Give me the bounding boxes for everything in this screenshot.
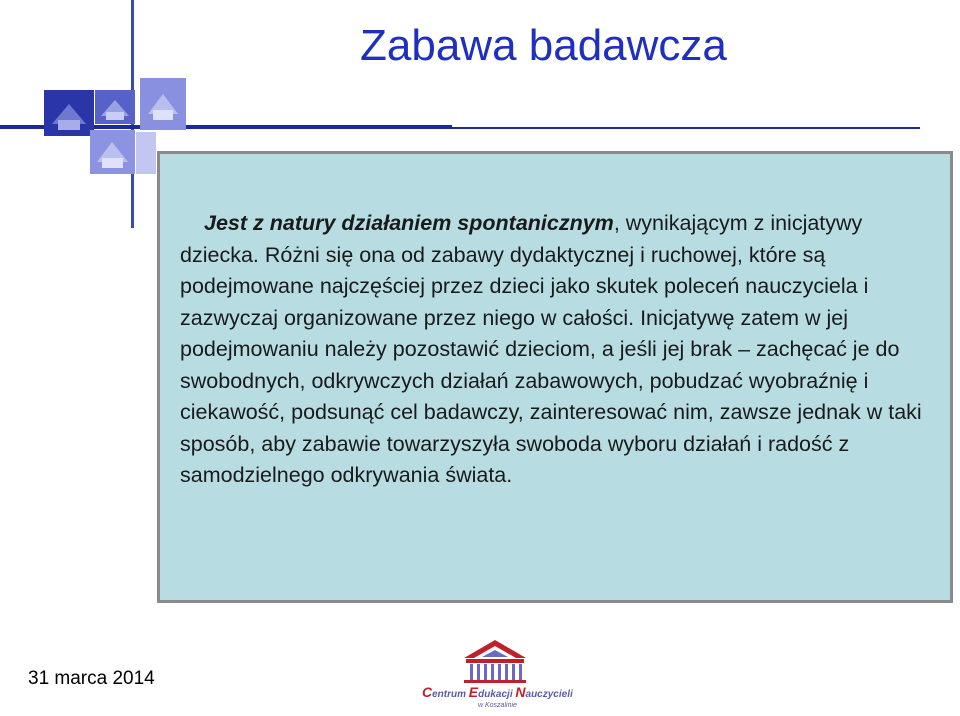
slide-date: 31 marca 2014 xyxy=(28,668,155,689)
decor-tile-5 xyxy=(136,132,156,174)
decor-tile-4 xyxy=(90,130,135,174)
content-paragraph xyxy=(180,208,940,492)
cen-logo xyxy=(420,636,573,712)
decor-horizontal-rule-thin xyxy=(452,127,920,129)
slide-title: Zabawa badawcza xyxy=(360,21,727,70)
cen-logo-icon xyxy=(420,636,570,686)
cen-logo-name: Centrum Edukacji Nauczycieli xyxy=(422,684,573,700)
content-emphasis: Jest z natury działaniem spontanicznym xyxy=(204,211,614,235)
decor-tile-3 xyxy=(140,78,186,130)
cen-logo-subtitle: w Koszalinie xyxy=(478,702,517,709)
content-body: , wynikającym z inicjatywy dziecka. Różni się ona od zabawy dydaktycznej i ruchowej, które są podejmowane najczęściej przez dzieci jako skutek poleceń nauczyciela i zazwyczaj organizowane przez niego w całości. Inicjatywę zatem w jej podejmowaniu należy pozostawić dzieciom, a jeśli jej brak – zachęcać je do swobodnych, odkrywczych działań zabawowych, pobudzać wyobraźnię i ciekawość, podsunąć cel badawczy, zainteresować nim, zawsze jednak w taki sposób, aby zabawie towarzyszyła swoboda wyboru działań i radość z samodzielnego odkrywania świata. xyxy=(180,211,922,487)
decor-tile-2 xyxy=(95,90,135,124)
decor-tile-1 xyxy=(44,90,94,136)
